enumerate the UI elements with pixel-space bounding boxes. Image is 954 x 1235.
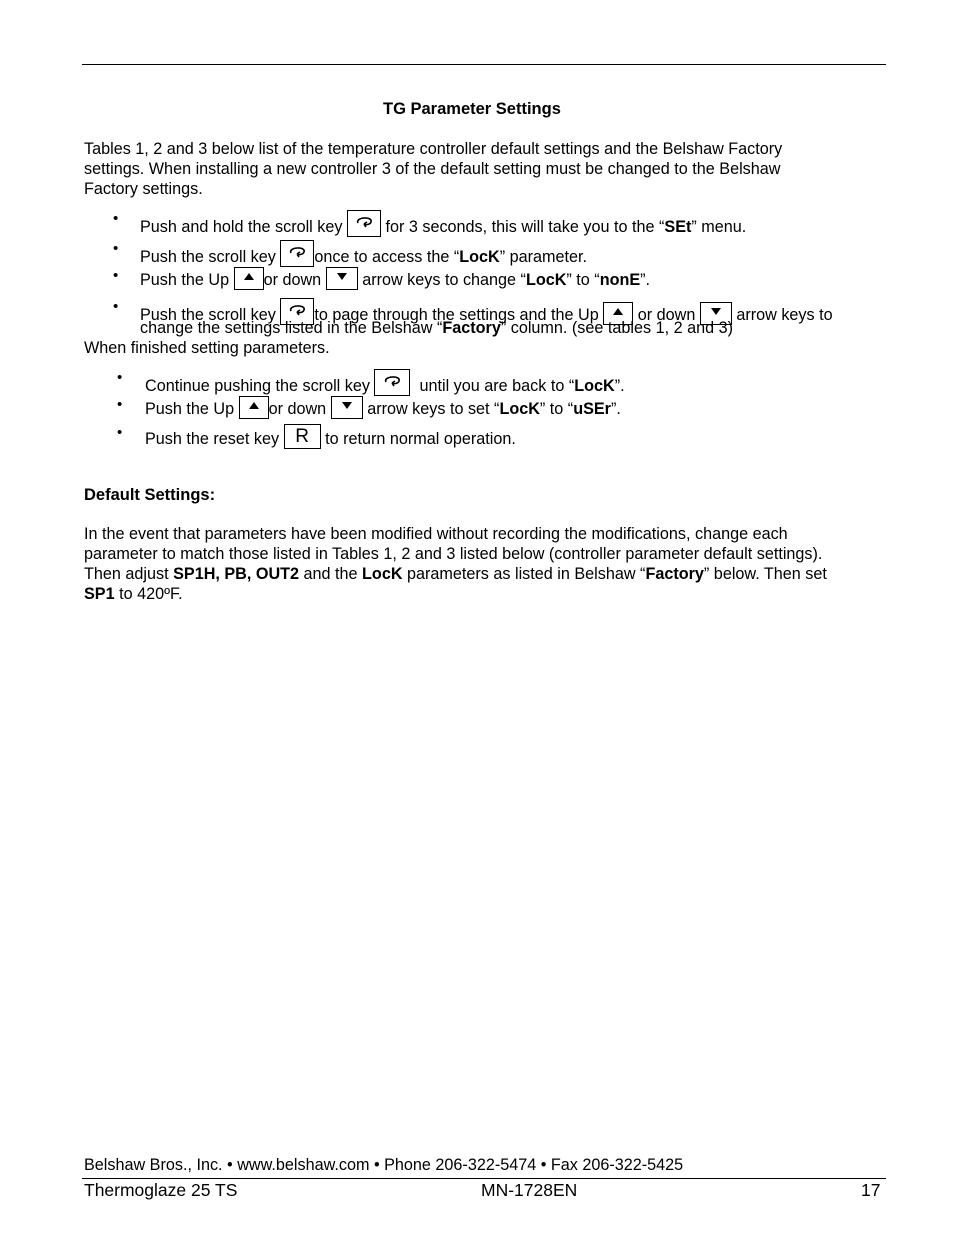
defaults-line-3: Then adjust SP1H, PB, OUT2 and the LocK parameters as listed in Belshaw “Factory” below. Then set xyxy=(84,565,827,583)
step-page-settings: Push the scroll key to page through the settings and the Up or down arrow keys to xyxy=(140,298,833,325)
bullet-dot: • xyxy=(113,298,119,315)
up-arrow-key-icon xyxy=(239,396,269,419)
footer-rule xyxy=(82,1178,886,1179)
defaults-line-4: SP1 to 420ºF. xyxy=(84,585,183,603)
down-arrow-key-icon xyxy=(331,396,363,419)
step-text: Push and hold the scroll key xyxy=(140,218,343,236)
footer-manual-number: MN-1728EN xyxy=(481,1180,578,1200)
intro-line-3: Factory settings. xyxy=(84,180,203,198)
step-hold-scroll: Push and hold the scroll key for 3 seconds, this will take you to the “SEt” menu. xyxy=(140,210,746,237)
scroll-key-icon xyxy=(280,240,314,267)
scroll-key-icon xyxy=(374,369,410,396)
defaults-line-2: parameter to match those listed in Tables 1, 2 and 3 listed below (controller parameter default settings). xyxy=(84,545,823,563)
step-page-settings-cont: change the settings listed in the Belshaw “Factory” column. (see tables 1, 2 and 3) xyxy=(140,319,733,337)
step-change-lock: Push the Up or down arrow keys to change “LocK” to “nonE”. xyxy=(140,267,650,290)
reset-key-icon: R xyxy=(284,424,321,449)
step-scroll-lock: Push the scroll key once to access the “LocK” parameter. xyxy=(140,240,587,267)
bullet-dot: • xyxy=(113,240,119,257)
down-arrow-key-icon xyxy=(326,267,358,290)
footer-page-number: 17 xyxy=(861,1180,881,1200)
finished-text: When finished setting parameters. xyxy=(84,339,330,357)
scroll-key-icon xyxy=(347,210,381,237)
bullet-dot: • xyxy=(117,396,123,413)
bullet-dot: • xyxy=(113,267,119,284)
bullet-dot: • xyxy=(117,424,123,441)
header-rule xyxy=(82,64,886,65)
default-settings-heading: Default Settings: xyxy=(84,486,216,504)
page-title: TG Parameter Settings xyxy=(383,100,561,118)
intro-line-1: Tables 1, 2 and 3 below list of the temperature controller default settings and the Belshaw Factory xyxy=(84,140,783,158)
bullet-dot: • xyxy=(113,210,119,227)
step-reset: Push the reset key R to return normal operation. xyxy=(145,426,516,448)
footer-product: Thermoglaze 25 TS xyxy=(84,1180,238,1200)
bullet-dot: • xyxy=(117,369,123,386)
defaults-line-1: In the event that parameters have been modified without recording the modifications, change each xyxy=(84,525,788,543)
intro-line-2: settings. When installing a new controller 3 of the default setting must be changed to the Belshaw xyxy=(84,160,781,178)
step-continue-scroll: Continue pushing the scroll key until you are back to “LocK”. xyxy=(145,369,625,396)
step-set-user: Push the Up or down arrow keys to set “LocK” to “uSEr”. xyxy=(145,396,621,419)
up-arrow-key-icon xyxy=(234,267,264,290)
footer-contact: Belshaw Bros., Inc. • www.belshaw.com • Phone 206-322-5474 • Fax 206-322-5425 xyxy=(84,1156,684,1174)
